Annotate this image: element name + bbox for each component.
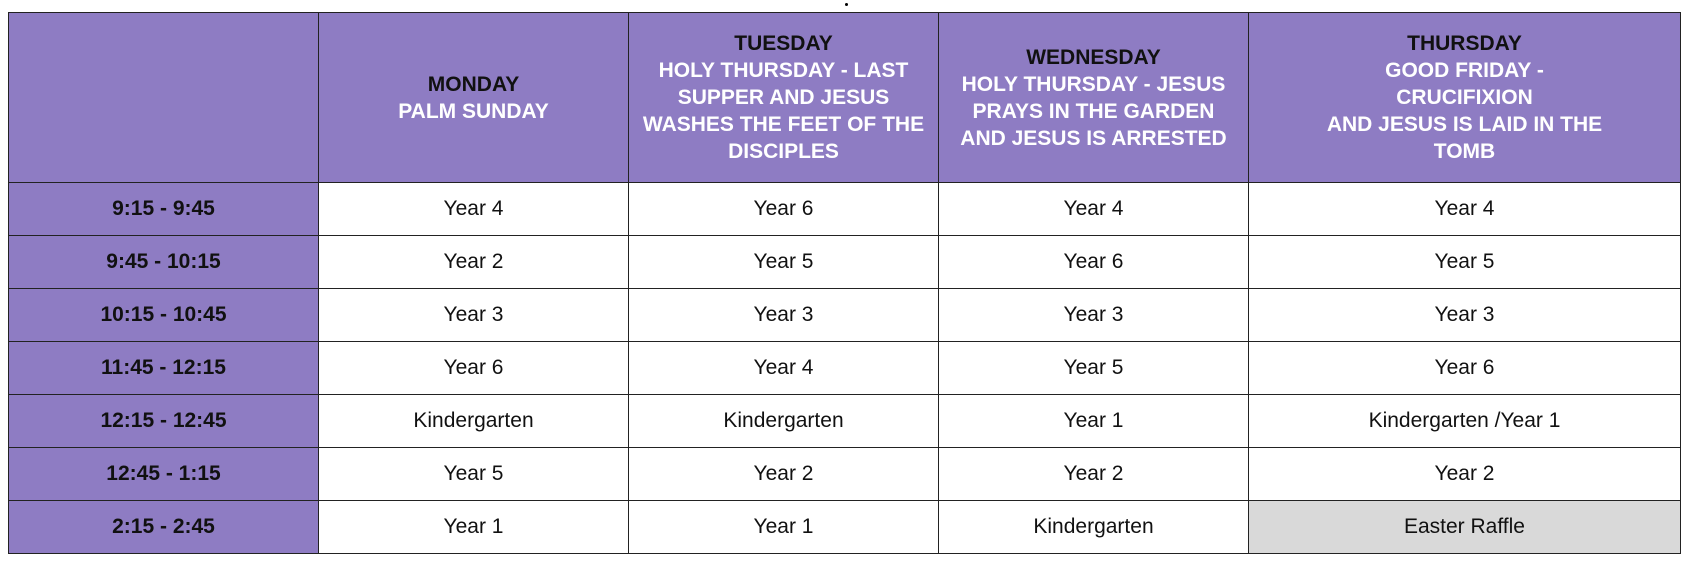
class-cell: Year 2 (629, 448, 939, 501)
day-theme: HOLY THURSDAY - LAST SUPPER AND JESUS WASHES THE FEET OF THE DISCIPLES (642, 59, 925, 163)
easter-raffle-cell: Easter Raffle (1249, 501, 1681, 554)
time-slot: 11:45 - 12:15 (9, 342, 319, 395)
class-cell: Year 3 (939, 289, 1249, 342)
table-row (9, 395, 1681, 448)
table-row (9, 501, 1681, 554)
class-cell: Year 1 (939, 395, 1249, 448)
class-cell: Year 6 (1249, 342, 1681, 395)
header-wednesday (939, 13, 1249, 183)
class-cell: Year 4 (939, 183, 1249, 236)
class-cell: Kindergarten (629, 395, 939, 448)
class-cell: Year 5 (939, 342, 1249, 395)
table-row (9, 236, 1681, 289)
time-slot: 12:15 - 12:45 (9, 395, 319, 448)
table-row (9, 289, 1681, 342)
class-cell: Kindergarten (319, 395, 629, 448)
class-cell: Kindergarten (939, 501, 1249, 554)
schedule-table (8, 12, 1681, 554)
day-name: WEDNESDAY (1026, 45, 1161, 69)
day-name: TUESDAY (734, 32, 833, 55)
corner-cell (9, 13, 319, 183)
stray-dot (845, 3, 848, 6)
class-cell: Year 3 (319, 289, 629, 342)
day-name: MONDAY (427, 72, 520, 96)
header-row (9, 13, 1681, 183)
table-row (9, 183, 1681, 236)
class-cell: Year 3 (1249, 289, 1681, 342)
time-slot: 12:45 - 1:15 (9, 448, 319, 501)
class-cell: Year 4 (319, 183, 629, 236)
class-cell: Kindergarten /Year 1 (1249, 395, 1681, 448)
table-row (9, 448, 1681, 501)
day-theme: HOLY THURSDAY - JESUS PRAYS IN THE GARDEN AND JESUS IS ARRESTED (960, 72, 1227, 150)
class-cell: Year 5 (629, 236, 939, 289)
class-cell: Year 3 (629, 289, 939, 342)
class-cell: Year 1 (319, 501, 629, 554)
day-theme: GOOD FRIDAY - CRUCIFIXION AND JESUS IS LAID IN THE TOMB (1326, 59, 1603, 163)
class-cell: Year 6 (939, 236, 1249, 289)
class-cell: Year 2 (1249, 448, 1681, 501)
class-cell: Year 2 (939, 448, 1249, 501)
class-cell: Year 2 (319, 236, 629, 289)
class-cell: Year 5 (319, 448, 629, 501)
header-monday (319, 13, 629, 183)
day-theme: PALM SUNDAY (398, 99, 549, 123)
header-thursday (1249, 13, 1681, 183)
class-cell: Year 6 (319, 342, 629, 395)
class-cell: Year 4 (1249, 183, 1681, 236)
time-slot: 9:15 - 9:45 (9, 183, 319, 236)
time-slot: 10:15 - 10:45 (9, 289, 319, 342)
table-row (9, 342, 1681, 395)
day-name: THURSDAY (1407, 32, 1522, 55)
time-slot: 2:15 - 2:45 (9, 501, 319, 554)
class-cell: Year 6 (629, 183, 939, 236)
time-slot: 9:45 - 10:15 (9, 236, 319, 289)
class-cell: Year 1 (629, 501, 939, 554)
class-cell: Year 4 (629, 342, 939, 395)
class-cell: Year 5 (1249, 236, 1681, 289)
header-tuesday (629, 13, 939, 183)
